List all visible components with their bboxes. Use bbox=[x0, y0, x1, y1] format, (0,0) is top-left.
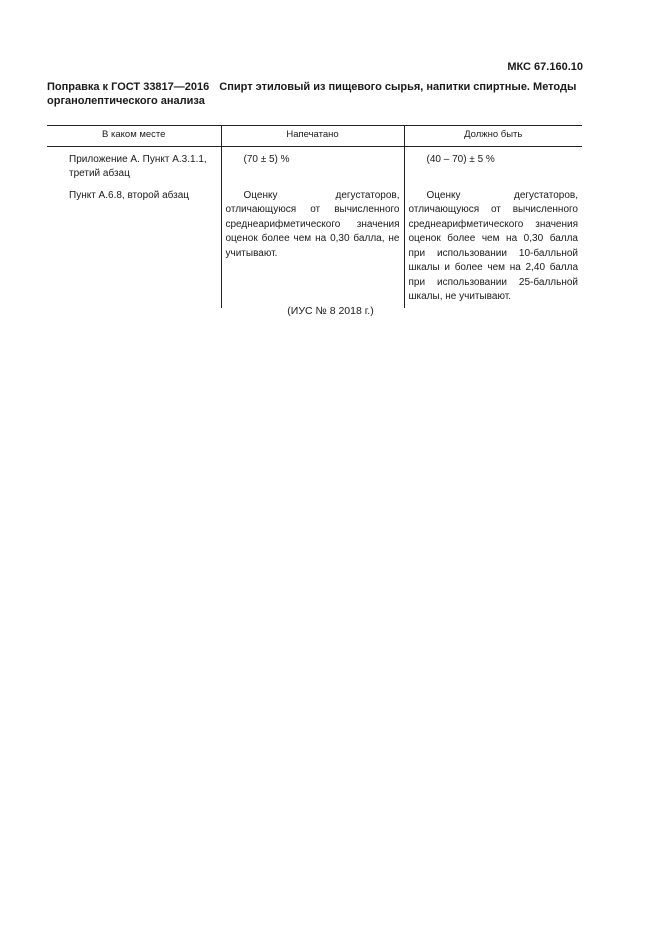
cell-should-be bbox=[404, 189, 582, 308]
classification-code: МКС 67.160.10 bbox=[507, 61, 583, 73]
should-be-text: (40 – 70) ± 5 % bbox=[426, 153, 495, 165]
cell-printed bbox=[221, 146, 404, 189]
place-text: Приложение А. Пункт А.3.1.1, третий абзац bbox=[69, 153, 207, 179]
amendment-title: Поправка к ГОСТ 33817—2016 bbox=[47, 81, 210, 93]
column-header-printed: Напечатано bbox=[221, 126, 404, 147]
printed-text: Оценку дегустаторов, отличающуюся от вычисленного среднеарифметического значения оценок более чем на 0,30 балла, не учитывают. bbox=[225, 189, 400, 259]
cell-place bbox=[47, 189, 221, 308]
source-reference: (ИУС № 8 2018 г.) bbox=[287, 305, 374, 317]
table-row bbox=[47, 146, 582, 189]
column-header-should-be: Должно быть bbox=[404, 126, 582, 147]
printed-text: (70 ± 5) % bbox=[243, 153, 290, 165]
amendment-table bbox=[47, 125, 582, 308]
should-be-text: Оценку дегустаторов, отличающуюся от вычисленного среднеарифметического значения оценок более чем на 0,30 балла при использовании 10-балльной шкалы и более чем на 2,40 балла при использовании 25-балльной шкалы, не учитывают. bbox=[408, 189, 578, 302]
document-heading bbox=[47, 80, 587, 108]
column-header-place: В каком месте bbox=[47, 126, 221, 147]
table-header-row bbox=[47, 126, 582, 147]
standard-title: Спирт этиловый из пищевого сырья, напитки спиртные. Методы органолептического анализа bbox=[47, 81, 577, 107]
cell-should-be bbox=[404, 146, 582, 189]
cell-printed bbox=[221, 189, 404, 308]
place-text: Пункт А.6.8, второй абзац bbox=[69, 189, 190, 201]
cell-place bbox=[47, 146, 221, 189]
table-row bbox=[47, 189, 582, 308]
